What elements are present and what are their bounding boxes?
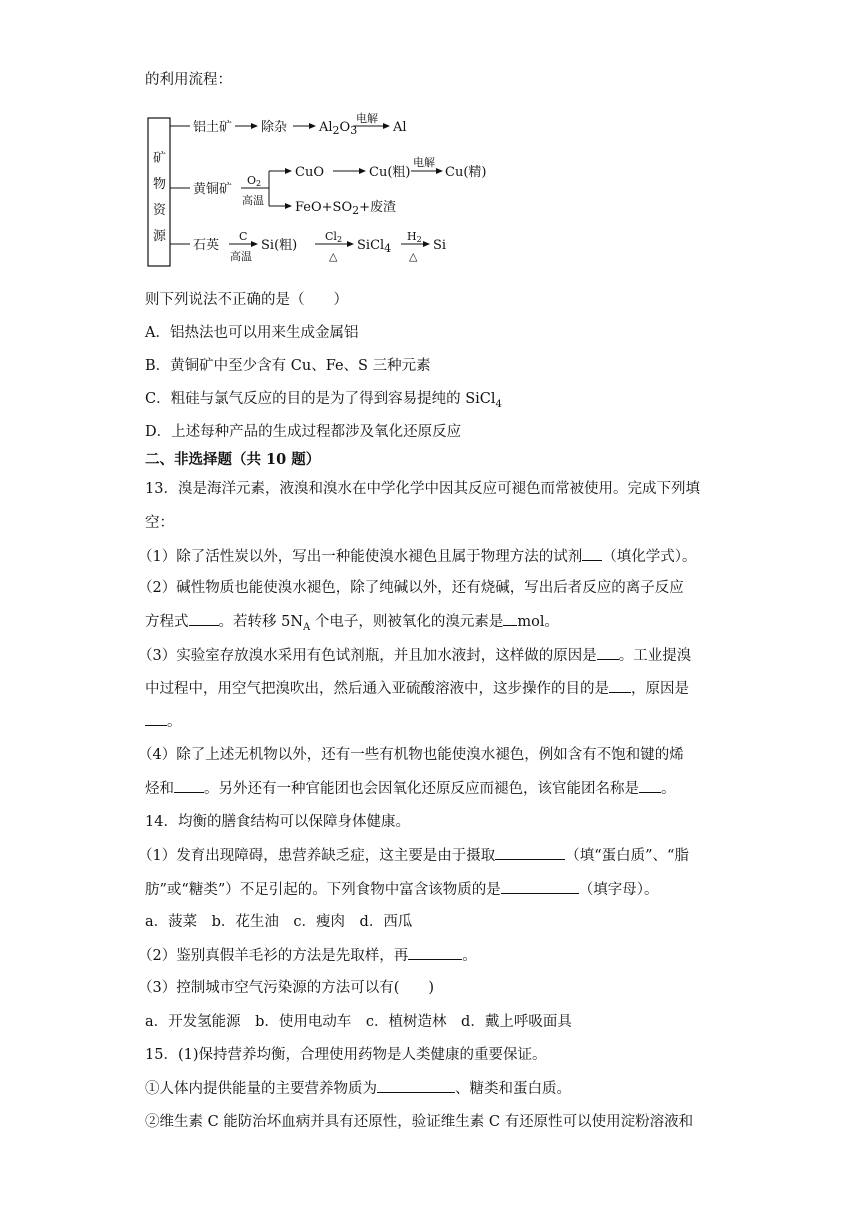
q14-line1: 14．均衡的膳食结构可以保障身体健康。: [145, 814, 410, 830]
row1-step: 除杂: [261, 120, 288, 135]
row3-cond2-bottom: △: [329, 250, 338, 263]
answer-blank[interactable]: [174, 778, 204, 793]
row1-product: Al: [393, 120, 407, 135]
q15-line3: ②维生素 C 能防治坏血病并具有还原性，验证维生素 C 有还原性可以使用淀粉溶液和: [145, 1114, 694, 1130]
q13-part4-b: 烃和 。另外还有一种官能团也会因氧化还原反应而褪色，该官能团名称是 。: [145, 778, 676, 799]
q14-part1-a: （1）发育出现障碍，患营养缺乏症，这主要是由于摄取 （填“蛋白质”、“脂: [138, 845, 689, 866]
source-label-1: 矿: [153, 151, 167, 166]
row3-ore: 石英: [193, 238, 220, 253]
row3-cond3-top: H2: [407, 230, 422, 244]
option-b: B．黄铜矿中至少含有 Cu、Fe、S 三种元素: [145, 358, 431, 374]
q13-part3-b: 中过程中，用空气把溴吹出，然后通入亚硫酸溶液中，这步操作的目的是 ，原因是: [145, 678, 689, 699]
row1-alumina: $Al_2O_3$: [319, 120, 358, 137]
mineral-resource-flow-diagram: [145, 110, 487, 270]
row3-crude-si: Si(粗): [261, 238, 298, 253]
answer-blank[interactable]: [495, 845, 565, 860]
q13-part2-b: 方程式 。若转移 $5N_A$ 个电子，则被氧化的溴元素是 mol。: [145, 611, 559, 638]
q13-part3-c: 。: [145, 711, 182, 732]
q14-part3: （3）控制城市空气污染源的方法可以有( ): [138, 980, 435, 996]
option-a: A．铝热法也可以用来生成金属铝: [145, 325, 359, 341]
row2-cuo: CuO: [295, 165, 324, 180]
option-d: D．上述每种产品的生成过程都涉及氧化还原反应: [145, 424, 462, 440]
row3-cond2-top: Cl2: [325, 230, 343, 244]
answer-blank[interactable]: [145, 711, 167, 726]
q13-part2-a: （2）碱性物质也能使溴水褪色，除了纯碱以外，还有烧碱，写出后者反应的离子反应: [138, 580, 684, 596]
row3-pure-si: Si: [433, 238, 447, 253]
q13-part1: （1）除了活性炭以外，写出一种能使溴水褪色且属于物理方法的试剂 （填化学式）。: [138, 546, 696, 567]
row2-cond-top: O2: [247, 174, 262, 188]
answer-blank[interactable]: [501, 879, 579, 894]
row3-sicl4: SiCl$_4$: [357, 238, 392, 255]
answer-blank[interactable]: [503, 611, 517, 626]
source-label-2: 物: [153, 177, 167, 192]
answer-blank[interactable]: [597, 645, 619, 660]
row2-crude-cu: Cu(粗): [369, 165, 411, 180]
row2-refined-cu: Cu(精): [445, 165, 487, 180]
answer-blank[interactable]: [609, 678, 631, 693]
row3-cond1-top: C: [239, 230, 248, 243]
q13-line2: 空：: [145, 515, 174, 531]
source-label-4: 源: [153, 229, 167, 244]
q15-line1: 15．(1)保持营养均衡，合理使用药物是人类健康的重要保证。: [145, 1047, 547, 1063]
answer-blank[interactable]: [408, 945, 462, 960]
q15-line2: ①人体内提供能量的主要营养物质为 、糖类和蛋白质。: [145, 1078, 571, 1099]
answer-blank[interactable]: [377, 1078, 455, 1093]
q14-options-3: a．开发氢能源 b．使用电动车 c．植树造林 d．戴上呼吸面具: [145, 1014, 572, 1030]
answer-blank[interactable]: [639, 778, 661, 793]
option-c: C．粗硅与氯气反应的目的是为了得到容易提纯的 SiCl$_4$: [145, 391, 502, 410]
row2-electrolysis-label: 电解: [413, 156, 435, 169]
row1-electrolysis-label: 电解: [356, 112, 378, 125]
q13-part3-a: （3）实验室存放溴水采用有色试剂瓶，并且加水液封，这样做的原因是 。工业提溴: [138, 645, 691, 666]
q14-part1-b: 肪”或“糖类”）不足引起的。下列食物中富含该物质的是 （填字母）。: [145, 879, 659, 900]
q13-line1: 13．溴是海洋元素，液溴和溴水在中学化学中因其反应可褪色而常被使用。完成下列填: [145, 481, 700, 497]
answer-blank[interactable]: [189, 611, 219, 626]
q13-part4-a: （4）除了上述无机物以外，还有一些有机物也能使溴水褪色，例如含有不饱和键的烯: [138, 747, 684, 763]
q14-options-1: a．菠菜 b．花生油 c．瘦肉 d．西瓜: [145, 914, 413, 930]
answer-blank[interactable]: [582, 546, 602, 561]
row2-ore: 黄铜矿: [193, 182, 233, 197]
intro-text: 的利用流程：: [145, 72, 232, 88]
question-stem: 则下列说法不正确的是（ ）: [145, 292, 348, 308]
section-heading: 二、非选择题（共 10 题）: [145, 451, 321, 468]
row3-cond1-bottom: 高温: [230, 250, 252, 263]
row1-ore: 铝土矿: [193, 120, 233, 135]
q14-part2: （2）鉴别真假羊毛衫的方法是先取样，再 。: [138, 945, 477, 966]
row3-cond3-bottom: △: [409, 250, 418, 263]
row2-byproducts: $FeO+SO_2+$废渣: [295, 200, 397, 217]
source-label-3: 资: [153, 203, 167, 218]
row2-cond-bottom: 高温: [242, 194, 264, 207]
